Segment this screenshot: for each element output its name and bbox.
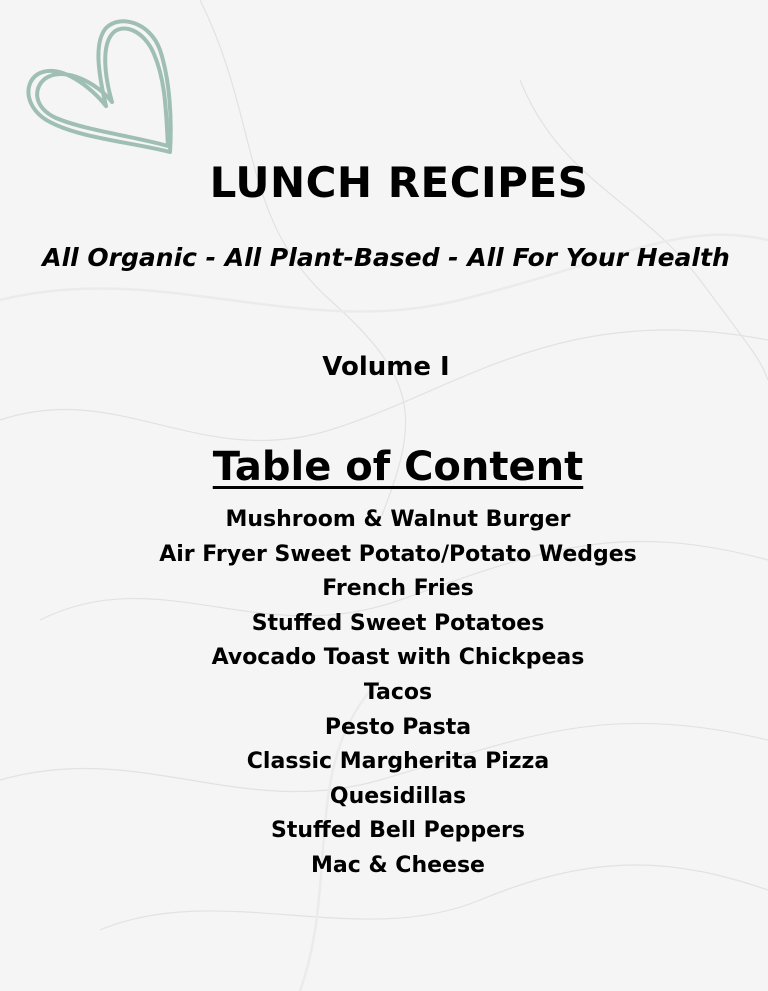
table-of-contents-list [0, 503, 768, 884]
volume-label: Volume I [322, 352, 450, 382]
toc-item: Mac & Cheese [311, 852, 485, 878]
toc-item: Pesto Pasta [324, 714, 472, 740]
toc-item: Avocado Toast with Chickpeas [211, 645, 585, 671]
toc-item: French Fries [322, 576, 474, 602]
tagline: All Organic - All Plant-Based - All For Your Health [42, 243, 730, 272]
table-of-contents-heading: Table of Content [212, 444, 584, 490]
toc-item: Air Fryer Sweet Potato/Potato Wedges [159, 541, 637, 567]
toc-item: Tacos [363, 679, 433, 705]
page-title: LUNCH RECIPES [209, 158, 589, 207]
toc-item: Mushroom & Walnut Burger [225, 507, 571, 532]
toc-item: Classic Margherita Pizza [246, 749, 550, 775]
toc-item: Quesidillas [329, 783, 467, 809]
toc-item: Stuffed Sweet Potatoes [251, 610, 545, 636]
toc-item: Stuffed Bell Peppers [270, 818, 525, 844]
